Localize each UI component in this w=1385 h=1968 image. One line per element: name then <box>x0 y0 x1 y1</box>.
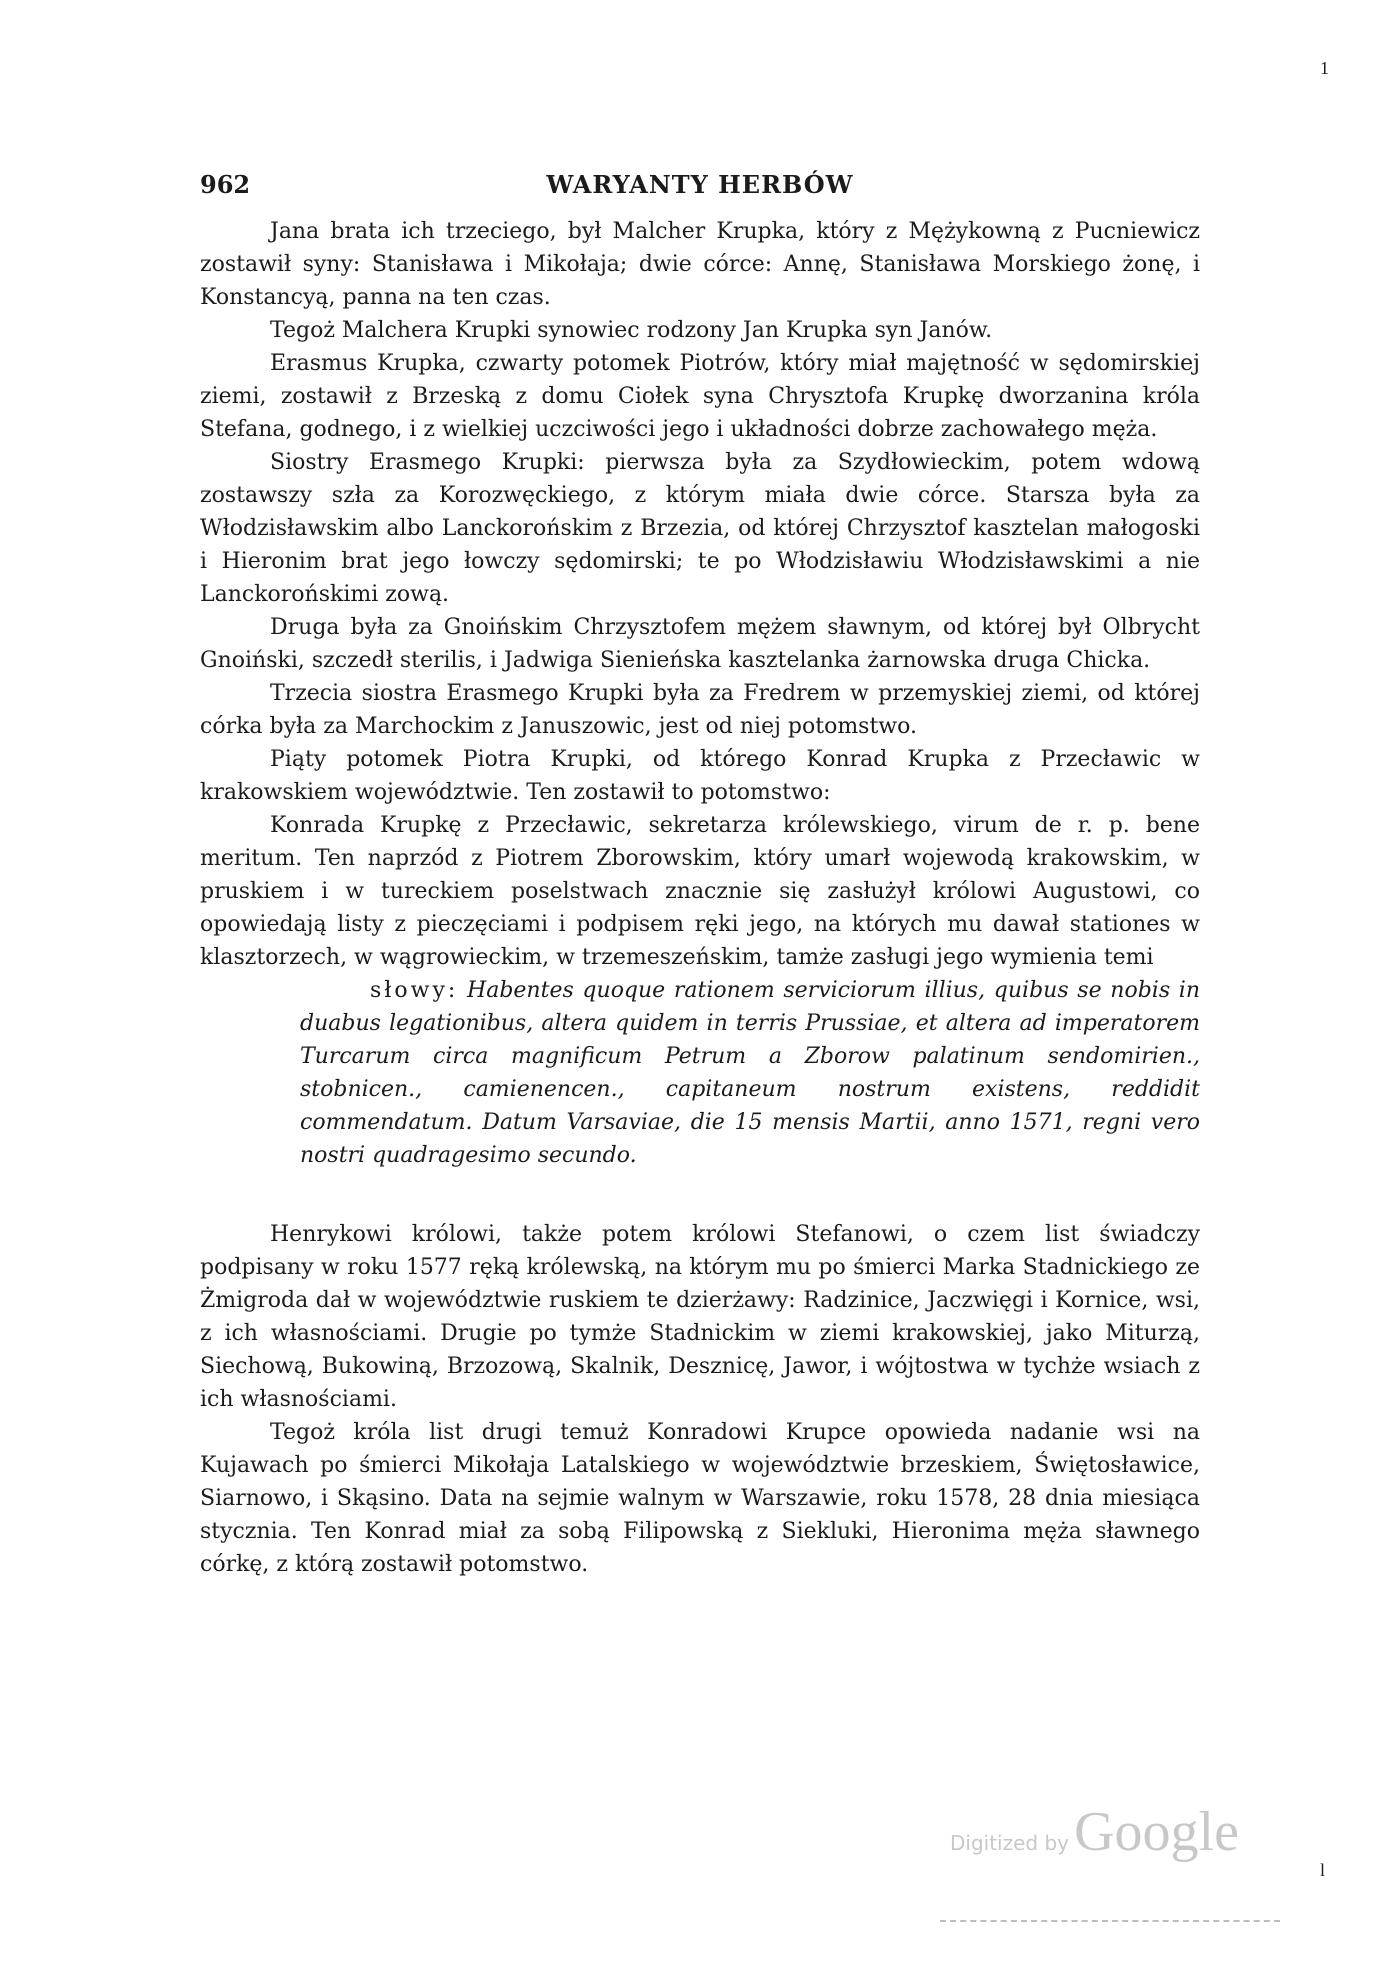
page-header <box>200 170 1200 210</box>
bottom-mark: l <box>1320 1860 1326 1880</box>
paragraph: Tegoż Malchera Krupki synowiec rodzony Jan Krupka syn Janów. <box>270 318 993 343</box>
digitized-watermark <box>950 1800 1239 1864</box>
paragraph: Piąty potomek Piotra Krupki, od którego Konrad Krupka z Przecławic w krakowskiem województwie. Ten zostawił to potomstwo: <box>200 747 1200 805</box>
paragraph: Erasmus Krupka, czwarty potomek Piotrów, który miał majętność w sędomirskiej ziemi, zostawił z Brzeską z domu Ciołek syna Chrysztofa Krupkę dworzanina króla Stefana, godnego, i z wielkiej uczciwości jego i układności dobrze zachowałego męża. <box>200 351 1200 442</box>
quote-text: Habentes quoque rationem serviciorum illius, quibus se nobis in duabus legationibus, altera quidem in terris Prussiae, et altera ad imperatorem Turcarum circa magnificum Petrum a Zborow palatinum sendomirien., stobnicen., camienencen., capitaneum nostrum existens, reddidit commendatum. Datum Varsaviae, die 15 mensis Martii, anno 1571, regni vero nostri quadragesimo secundo. <box>300 978 1200 1168</box>
quote-lead: słowy: <box>370 978 459 1003</box>
paragraph: Konrada Krupkę z Przecławic, sekretarza królewskiego, virum de r. p. bene meritum. Ten naprzód z Piotrem Zborowskim, który umarł wojewodą krakowskim, w pruskiem i w tureckiem poselstwach znacznie się zasłużył królowi Augustowi, co opowiedają listy z pieczęciami i podpisem ręki jego, na których mu dawał stationes w klasztorzech, w wągrowieckim, w trzemeszeńskim, tamże zasługi jego wymienia temi <box>200 813 1200 970</box>
google-logo: Google <box>1074 1801 1239 1863</box>
body-text <box>200 215 1200 1581</box>
paragraph: Trzecia siostra Erasmego Krupki była za Fredrem w przemyskiej ziemi, od której córka była za Marchockim z Januszowic, jest od niej potomstwo. <box>200 681 1200 739</box>
running-title: WARYANTY HERBÓW <box>546 170 854 199</box>
page-number: 962 <box>200 170 251 199</box>
paragraph: Jana brata ich trzeciego, był Malcher Krupka, który z Mężykowną z Pucniewicz zostawił syny: Stanisława i Mikołaja; dwie córce: Annę, Stanisława Morskiego żonę, i Konstancyą, panna na ten czas. <box>200 219 1200 310</box>
paragraph: Siostry Erasmego Krupki: pierwsza była za Szydłowieckim, potem wdową zostawszy szła za Korozwęckiego, z którym miała dwie córce. Starsza była za Włodzisławskim albo Lanckorońskim z Brzezia, od której Chrzysztof kasztelan małogoski i Hieronim brat jego łowczy sędomirski; te po Włodzisławiu Włodzisławskimi a nie Lanckorońskimi zową. <box>200 450 1200 607</box>
paragraph: Tegoż króla list drugi temuż Konradowi Krupce opowieda nadanie wsi na Kujawach po śmierci Mikołaja Latalskiego w województwie brzeskiem, Świętosławice, Siarnowo, i Skąsino. Data na sejmie walnym w Warszawie, roku 1578, 28 dnia miesiąca stycznia. Ten Konrad miał za sobą Filipowską z Siekluki, Hieronima męża sławnego córkę, z którą zostawił potomstwo. <box>200 1420 1200 1577</box>
latin-quote <box>200 974 1200 1172</box>
paragraph-gap <box>200 1172 1200 1218</box>
digitized-label: Digitized by <box>950 1831 1069 1855</box>
corner-mark: 1 <box>1320 58 1329 78</box>
paragraph: Druga była za Gnoińskim Chrzysztofem mężem sławnym, od której był Olbrycht Gnoiński, szczedł sterilis, i Jadwiga Sienieńska kasztelanka żarnowska druga Chicka. <box>200 615 1200 673</box>
bottom-rule <box>940 1920 1280 1922</box>
paragraph: Henrykowi królowi, także potem królowi Stefanowi, o czem list świadczy podpisany w roku 1577 ręką królewską, na którym mu po śmierci Marka Stadnickiego ze Żmigroda dał w województwie ruskiem te dzierżawy: Radzinice, Jaczwięgi i Kornice, wsi, z ich własnościami. Drugie po tymże Stadnickim w ziemi krakowskiej, jako Miturzą, Siechową, Bukowiną, Brzozową, Skalnik, Desznicę, Jawor, i wójtostwa w tychże wsiach z ich własnościami. <box>200 1222 1200 1412</box>
